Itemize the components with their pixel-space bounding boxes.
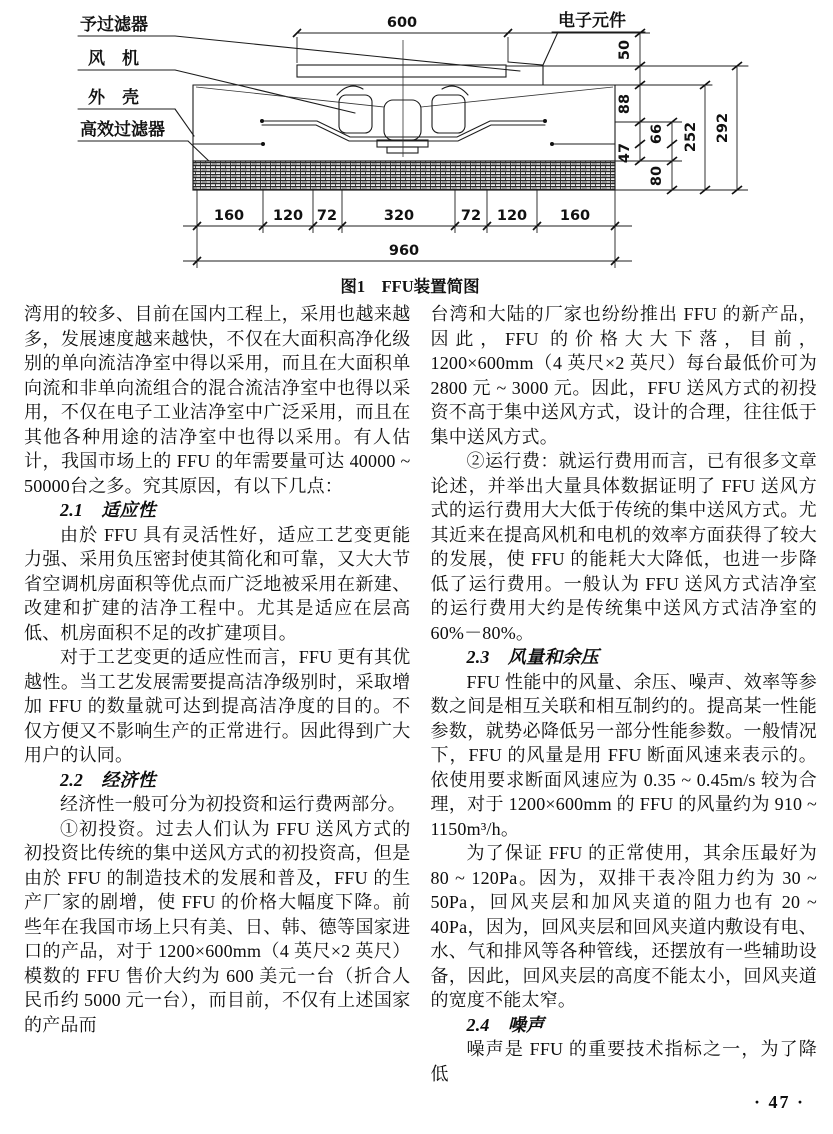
dim-88: 88 [617, 93, 633, 115]
dim-72-right: 72 [460, 208, 482, 224]
paragraph: ②运行费：就运行费用而言，已有很多文章论述，并举出大量具体数据证明了 FFU 送风方式的运行费用大大低于传统的集中送风方式。尤其近来在提高风机和电机的效率方面获得了较大的发展，使 FFU 的能耗大大降低，也进一步降低了运行费用。一般认为 FFU 送风方式洁净室的运行费用大约是传统集中送风方式洁净室的 60%－80%。 [430, 451, 817, 643]
casing-leader-line [175, 109, 194, 136]
section-heading-2-2: 2.2 经济性 [60, 769, 156, 790]
part-label-pre-filter [78, 14, 520, 71]
fan-scroll-left [339, 95, 372, 133]
dimension-bottom-chains [183, 190, 632, 268]
paragraph-continuation: 湾用的较多、目前在国内工程上，采用也越来越多，发展速度越来越快，不仅在大面积高净化级别的单向流洁净室中得以采用，而且在大面积单向流和非单向流组合的混合流洁净室中也得以采用，不仅在电子工业洁净室中广泛采用，而且在其他各种用途的洁净室中也得以采用。有人估计，我国市场上的 FFU 的年需要量可达 40000 ~ 50000台之多。究其原因，有以下几点： [24, 304, 411, 496]
dim-960: 960 [388, 243, 420, 259]
hepa-filter-band [193, 161, 615, 190]
section-heading-2-1: 2.1 适应性 [60, 500, 156, 520]
motor-pedestal [387, 147, 418, 153]
diffuser-tray [193, 119, 615, 146]
fan-scroll-right [432, 95, 465, 133]
page-number: · 47 · [753, 1092, 805, 1112]
support-line-right [421, 87, 613, 107]
dim-66: 66 [649, 123, 665, 145]
dim-72-left: 72 [316, 208, 338, 224]
ffu-figure [0, 0, 833, 300]
pre-filter-leader-line [175, 36, 520, 71]
left-column [24, 302, 411, 1113]
paragraph: FFU 性能中的风量、余压、噪声、效率等参数之间是相互关联和相互制约的。提高某一性能参数，就势必降低另一部分性能参数。一般情况下，FFU 的风量是用 FFU 断面风速来表示的。依使用要求断面风速应为 0.35 ~ 0.45m/s 较为合理，对于 1200×600mm 的 FFU 的风量约为 910 ~ 1150m³/h。 [430, 671, 817, 839]
dim-600: 600 [386, 15, 418, 31]
dim-160-left: 160 [213, 208, 245, 224]
fan-leader-line [175, 70, 355, 113]
electronics-label: 电子元件 [558, 11, 626, 30]
section-heading-2-4: 2.4 噪声 [466, 1014, 545, 1035]
pre-filter-label: 予过滤器 [80, 15, 148, 34]
dim-320: 320 [383, 208, 415, 224]
dim-47: 47 [617, 142, 633, 164]
dimension-right-chains [615, 29, 748, 194]
dim-292: 292 [715, 112, 731, 144]
dim-120-left: 120 [272, 208, 304, 224]
dim-50: 50 [617, 39, 633, 61]
dim-120-right: 120 [496, 208, 528, 224]
support-line-left [196, 87, 384, 107]
part-label-hepa [78, 119, 212, 164]
dim-252: 252 [683, 121, 699, 153]
fan-inlet-right [442, 86, 468, 95]
paragraph: 经济性一般可分为初投资和运行费两部分。 [60, 794, 406, 814]
electronics-leader-line [508, 32, 558, 65]
dim-80: 80 [649, 165, 665, 187]
fan-inlet-left [337, 86, 363, 95]
figure-caption: 图1 FFU装置简图 [340, 277, 480, 296]
article-body [0, 302, 833, 1113]
paragraph-continuation: 台湾和大陆的厂家也纷纷推出 FFU 的新产品，因此，FFU 的价格大大下落，目前，1200×600mm（4 英尺×2 英尺）每台最低价可为 2800 元 ~ 3000 元。因此，FFU 送风方式的初投资不高于集中送风方式，设计的合理，往往低于集中送风方式。 [430, 304, 817, 447]
paragraph: 噪声是 FFU 的重要技术指标之一，为了降低 [430, 1039, 817, 1084]
fan-motor [384, 100, 421, 140]
paragraph: 为了保证 FFU 的正常使用，其余压最好为 80 ~ 120Pa。因为，双排干表冷阻力约为 30 ~ 50Pa，回风夹层和加风夹道的阻力也有 20 ~ 40Pa，因为，回风夹层和回风夹道内敷设有电、水、气和排风等各种管线，还摆放有一些辅助设备，因此，回风夹层的高度不能太小，回风夹道的宽度不能太窄。 [430, 843, 817, 1010]
hepa-label: 高效过滤器 [80, 120, 165, 139]
right-column [431, 302, 818, 1113]
ffu-diagram [0, 0, 833, 300]
paragraph: 由於 FFU 具有灵活性好，适应工艺变更能力强、采用负压密封使其简化和可靠，又大大节省空调机房面积等优点而广泛地被采用在新建、改建和扩建的洁净工程中。尤其是适应在层高低、机房面积不足的改扩建项目。 [24, 524, 411, 643]
casing-label: 外 壳 [88, 88, 139, 107]
fan-label: 风 机 [88, 49, 139, 68]
paragraph: ①初投资。过去人们认为 FFU 送风方式的初投资比传统的集中送风方式的初投资高，但是由於 FFU 的制造技术的发展和普及，FFU 的生产厂家的剧增，使 FFU 的价格大幅度下降。前些年在我国市场上只有美、日、韩、德等国家进口的产品，对于 1200×600mm（4 英尺×2 英尺）模数的 FFU 售价大约为 600 美元一台（折合人民币约 5000 元一台），而目前，不仅有上述国家的产品而 [24, 818, 411, 1035]
section-heading-2-3: 2.3 风量和余压 [466, 647, 599, 667]
dim-160-right: 160 [559, 208, 591, 224]
paragraph: 对于工艺变更的适应性而言，FFU 更有其优越性。当工艺发展需要提高洁净级别时，采取增加 FFU 的数量就可达到提高洁净度的目的。不仅方便又不影响生产的正常进行。因此得到广大用户的认同。 [24, 647, 411, 765]
fan-assembly [337, 40, 468, 157]
